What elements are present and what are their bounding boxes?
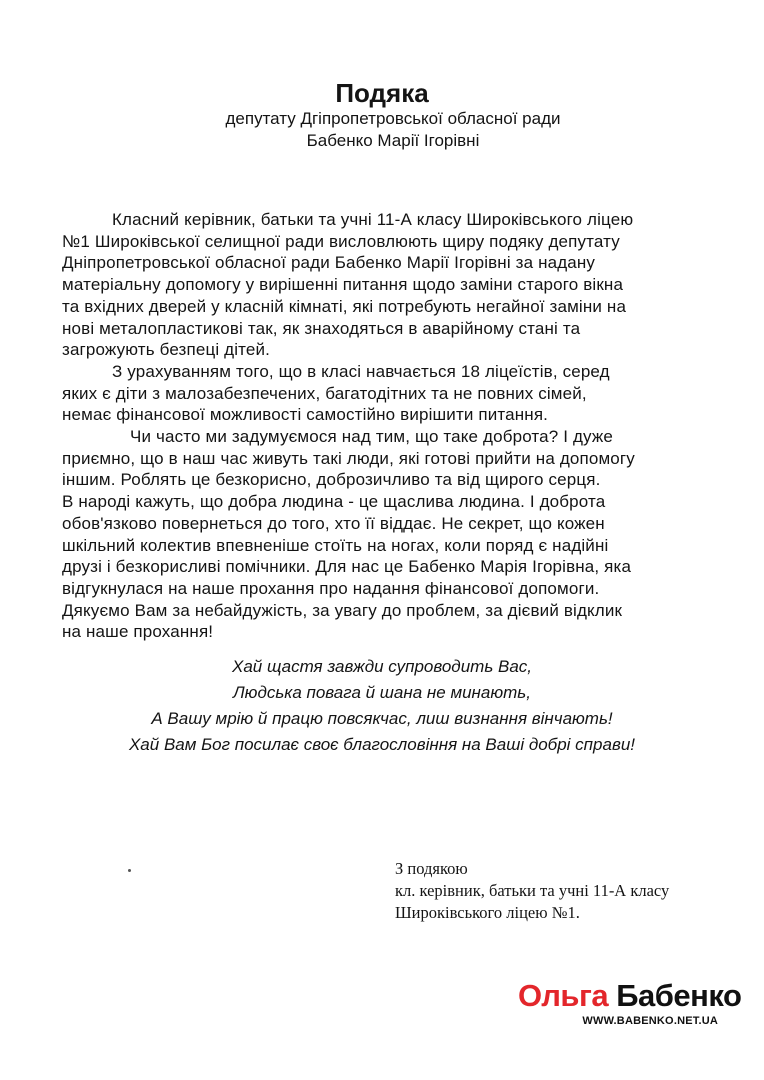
body-line: та вхідних дверей у класній кімнаті, які потребують негайної заміни на	[62, 296, 627, 316]
poem-line: Людська повага й шана не минають,	[233, 683, 531, 702]
watermark-logo	[518, 978, 742, 1028]
body-line: немає фінансової можливості самостійно вирішити питання.	[62, 405, 549, 425]
body-line: Чи часто ми задумуємося над тим, що таке доброта? І дуже	[130, 427, 614, 447]
body-line: приємно, що в наш час живуть такі люди, які готові прийти на допомогу	[62, 448, 635, 468]
document-subtitle-line1: депутату Дгіпропетровської обласної ради	[225, 109, 561, 128]
document-subtitle-line2: Бабенко Марії Ігорівні	[306, 131, 480, 150]
body-line: нові металопластикові так, як знаходяться в аварійному стані та	[62, 318, 581, 338]
body-line: В народі кажуть, що добра людина - це щаслива людина. І доброта	[62, 492, 606, 512]
watermark-last-name: Бабенко	[616, 978, 742, 1013]
document-title: Подяка	[335, 78, 429, 108]
body-line: Дякуємо Вам за небайдужість, за увагу до проблем, за дієвий відклик	[62, 600, 623, 620]
body-line: матеріальну допомогу у вирішенні питання щодо заміни старого вікна	[62, 275, 624, 295]
poem-line: Хай щастя завжди супроводить Вас,	[231, 657, 532, 676]
poem-line: А Вашу мрію й працю повсякчас, лиш визнання вінчають!	[151, 709, 613, 728]
signature-block	[395, 858, 669, 924]
body-line: відгукнулася на наше прохання про надання фінансової допомоги.	[62, 578, 600, 598]
body-line: №1 Широківської селищної ради висловлюють щиру подяку депутату	[62, 231, 620, 251]
watermark-first-name: Ольга	[518, 978, 609, 1013]
signature-line: Широківського ліцею №1.	[395, 903, 580, 922]
poem-line: Хай Вам Бог посилає своє благословіння на Ваші добрі справи!	[128, 735, 636, 754]
watermark-name	[518, 978, 742, 1014]
body-line: обов'язково повернеться до того, хто її віддає. Не секрет, що кожен	[62, 513, 605, 533]
body-line: на наше прохання!	[62, 622, 214, 642]
body-line: З урахуванням того, що в класі навчається 18 ліцеїстів, серед	[112, 361, 610, 381]
body-line: друзі і безкорисливі помічники. Для нас це Бабенко Марія Ігорівна, яка	[62, 557, 632, 577]
watermark-url: WWW.BABENKO.NET.UA	[582, 1015, 718, 1027]
poem-block	[0, 654, 764, 758]
letter-body	[62, 209, 722, 643]
body-line: загрожують безпеці дітей.	[62, 340, 271, 360]
signature-line: кл. керівник, батьки та учні 11-А класу	[395, 881, 670, 900]
body-line: яких є діти з малозабезпечених, багатодітних та не повних сімей,	[62, 383, 587, 403]
signature-line: З подякою	[395, 859, 468, 878]
scan-speck	[128, 869, 131, 872]
body-line: шкільний колектив впевненіше стоїть на ногах, коли поряд є надійні	[62, 535, 609, 555]
body-line: іншим. Роблять це безкорисно, доброзичливо та від щирого серця.	[62, 470, 601, 490]
body-line: Дніпропетровської обласної ради Бабенко Марії Ігорівні за надану	[62, 253, 596, 273]
body-line: Класний керівник, батьки та учні 11-А класу Широківського ліцею	[112, 210, 634, 229]
